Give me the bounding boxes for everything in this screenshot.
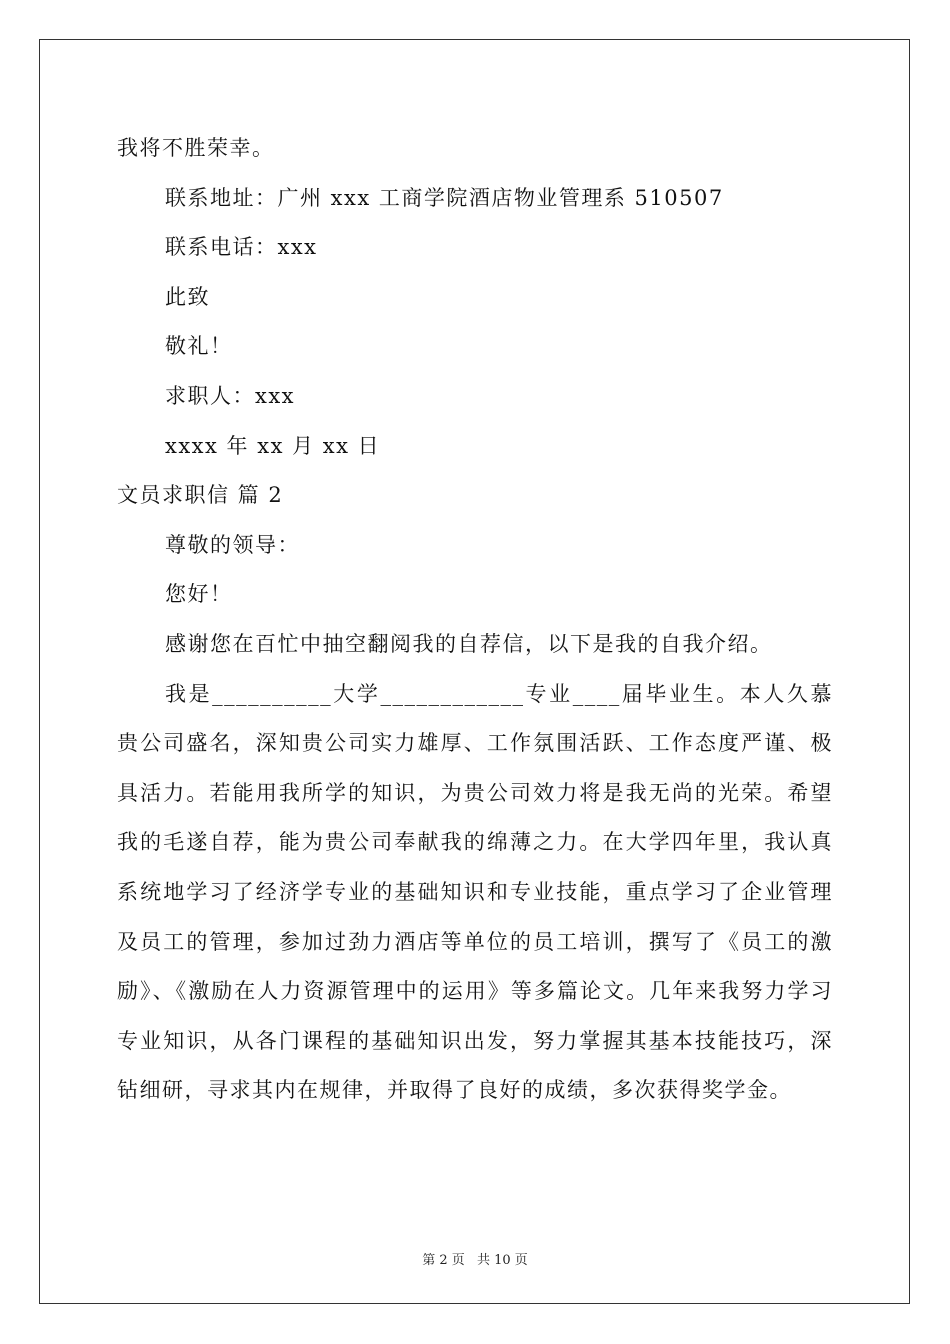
body-paragraph: 我是__________大学____________专业____届毕业生。本人久慕贵公司盛名，深知贵公司实力雄厚、工作氛围活跃、工作态度严谨、极具活力。若能用我所学的知识，为贵公司效力将是我无尚的光荣。希望我的毛遂自荐，能为贵公司奉献我的绵薄之力。在大学四年里，我认真系统地学习了经济学专业的基础知识和专业技能，重点学习了企业管理及员工的管理，参加过劲力酒店等单位的员工培训，撰写了《员工的激励》、《激励在人力资源管理中的运用》等多篇论文。几年来我努力学习专业知识，从各门课程的基础知识出发，努力掌握其基本技能技巧，深钻细研，寻求其内在规律，并取得了良好的成绩，多次获得奖学金。 [117,681,833,1103]
text-line-closing: 我将不胜荣幸。 [117,136,275,160]
text-line-greeting: 尊敬的领导： [165,532,300,557]
text-line-address: 联系地址：广州 xxx 工商学院酒店物业管理系 510507 [165,185,724,210]
text-line-regards: 敬礼！ [165,334,233,359]
section-heading: 文员求职信 篇 2 [117,483,284,508]
text-line-salutation: 此致 [165,284,210,309]
text-line-date: xxxx 年 xx 月 xx 日 [165,433,381,458]
page-total: 共 10 页 [476,1253,528,1268]
page-number: 第 2 页 [422,1253,465,1268]
text-line-phone: 联系电话：xxx [165,235,318,260]
page-footer [0,1249,950,1268]
text-line-applicant: 求职人：xxx [165,383,296,408]
document-body [117,124,833,1116]
text-line-hello: 您好！ [165,582,233,607]
text-line-thanks: 感谢您在百忙中抽空翻阅我的自荐信，以下是我的自我介绍。 [165,631,773,656]
